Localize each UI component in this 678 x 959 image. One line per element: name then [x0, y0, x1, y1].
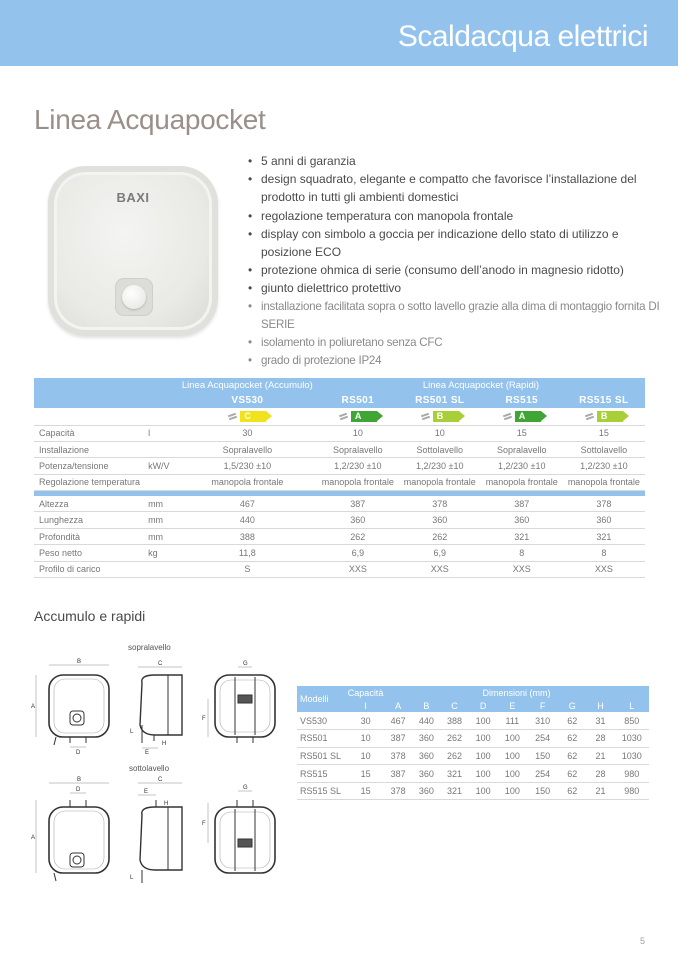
- dims-cell: 360: [412, 747, 440, 765]
- spec-row-label: Lunghezza: [34, 512, 144, 528]
- dims-subheader: B: [412, 699, 440, 712]
- spec-cell: 1,2/230 ±10: [563, 458, 645, 474]
- spec-row-unit: l: [144, 425, 178, 441]
- dims-cell: 850: [615, 712, 649, 730]
- dimensions-table: [297, 686, 649, 800]
- dims-cell: 111: [498, 712, 527, 730]
- spec-cell: 388: [178, 528, 317, 544]
- dims-cell: 100: [498, 765, 527, 783]
- dim-label-g-sotto: G: [243, 785, 248, 791]
- header-bar: [0, 0, 678, 66]
- dims-cell: 1030: [615, 747, 649, 765]
- dims-cell: 360: [412, 765, 440, 783]
- energy-badge: A: [351, 411, 377, 422]
- spec-cell: 6,9: [399, 545, 481, 561]
- dims-cell: 440: [412, 712, 440, 730]
- spec-cell: 321: [563, 528, 645, 544]
- plug-icon: [421, 413, 430, 420]
- spec-cell: manopola frontale: [563, 474, 645, 490]
- header-title: Scaldacqua elettrici: [397, 20, 648, 53]
- spec-row-label: Regolazione temperatura: [34, 474, 144, 490]
- feature-list: [248, 152, 668, 370]
- dims-cell: 100: [469, 730, 498, 748]
- dims-cell: 100: [469, 782, 498, 800]
- model-header: RS515: [481, 393, 563, 408]
- plug-icon: [339, 413, 348, 420]
- dims-cell: 100: [469, 765, 498, 783]
- header-capacity: Capacità: [347, 687, 384, 698]
- dim-label-c-sotto: C: [158, 777, 163, 783]
- spec-cell: 6,9: [317, 545, 399, 561]
- dim-label-h: H: [162, 741, 167, 747]
- side-view-sopra: [138, 667, 182, 748]
- spec-row: [34, 528, 645, 544]
- spec-cell: 360: [399, 512, 481, 528]
- spec-cell: Sottolavello: [399, 441, 481, 457]
- dims-cell: 254: [527, 730, 558, 748]
- feature-item: • design squadrato, elegante e compatto che favorisce l’installazione del prodotto in tutti gli ambienti domestici: [248, 170, 668, 206]
- spec-row-unit: kg: [144, 545, 178, 561]
- plug-icon: [585, 413, 594, 420]
- dims-cell: 388: [440, 712, 468, 730]
- spec-row-unit: mm: [144, 512, 178, 528]
- dims-cell: 31: [586, 712, 614, 730]
- energy-class-cell: [399, 408, 481, 425]
- dims-row: [297, 712, 649, 730]
- dim-label-e-sotto: E: [144, 789, 149, 795]
- temperature-knob-icon: [122, 285, 146, 309]
- dims-row: [297, 782, 649, 800]
- energy-badge: A: [515, 411, 541, 422]
- model-header: RS501: [317, 393, 399, 408]
- energy-class-label: [503, 411, 541, 422]
- dims-cell: 262: [440, 747, 468, 765]
- spec-cell: manopola frontale: [317, 474, 399, 490]
- dims-cell: 100: [469, 712, 498, 730]
- spec-row-label: Peso netto: [34, 545, 144, 561]
- spec-row: [34, 545, 645, 561]
- spec-cell: manopola frontale: [481, 474, 563, 490]
- dims-cell: 150: [527, 747, 558, 765]
- spec-row-unit: [144, 474, 178, 490]
- brand-logo: BAXI: [116, 190, 150, 205]
- sopralavello-diagram: [30, 655, 290, 755]
- energy-class-label: [339, 411, 377, 422]
- energy-badge: B: [433, 411, 459, 422]
- spec-cell: manopola frontale: [399, 474, 481, 490]
- dims-subheader: F: [527, 699, 558, 712]
- spec-cell: 1,5/230 ±10: [178, 458, 317, 474]
- dims-cell: 62: [558, 782, 586, 800]
- dims-cell: 387: [384, 730, 412, 748]
- front-view-sotto: [36, 783, 109, 881]
- spec-row-unit: kW/V: [144, 458, 178, 474]
- feature-item: • installazione facilitata sopra o sotto lavello grazie alla dima di montaggio fornita DI SERIE: [248, 298, 668, 334]
- dims-cell: 30: [347, 712, 384, 730]
- spec-row-unit: [144, 561, 178, 577]
- spec-row-unit: [144, 441, 178, 457]
- plug-icon: [503, 413, 512, 420]
- dims-row: [297, 730, 649, 748]
- energy-class-label: [585, 411, 623, 422]
- spec-row: [34, 561, 645, 577]
- energy-class-cell: [317, 408, 399, 425]
- spec-cell: 15: [563, 425, 645, 441]
- group-header-accumulo: Linea Acquapocket (Accumulo): [178, 378, 317, 393]
- dim-label-e: E: [145, 750, 150, 755]
- dim-label-f-sotto: F: [202, 821, 206, 827]
- spec-cell: 1,2/230 ±10: [317, 458, 399, 474]
- dims-cell: 10: [347, 730, 384, 748]
- spec-cell: 8: [563, 545, 645, 561]
- spec-cell: S: [178, 561, 317, 577]
- spec-cell: 262: [399, 528, 481, 544]
- dims-subheader: C: [440, 699, 468, 712]
- dims-cell: 1030: [615, 730, 649, 748]
- knob-panel: [115, 278, 153, 316]
- spec-cell: XXS: [317, 561, 399, 577]
- dims-cell: 387: [384, 765, 412, 783]
- spec-row-unit: mm: [144, 528, 178, 544]
- sottolavello-label: sottolavello: [129, 764, 170, 773]
- spec-row-label: Capacità: [34, 425, 144, 441]
- dims-cell: 15: [347, 765, 384, 783]
- dims-model: RS515: [297, 765, 347, 783]
- spec-cell: 378: [399, 496, 481, 512]
- dims-cell: 100: [498, 747, 527, 765]
- dims-subheader: A: [384, 699, 412, 712]
- dim-label-a: A: [31, 704, 36, 710]
- spec-cell: 1,2/230 ±10: [399, 458, 481, 474]
- dims-cell: 254: [527, 765, 558, 783]
- dim-label-c: C: [158, 661, 163, 667]
- spec-cell: Sopralavello: [317, 441, 399, 457]
- feature-item: • 5 anni di garanzia: [248, 152, 668, 170]
- feature-item: • regolazione temperatura con manopola frontale: [248, 207, 668, 225]
- rear-view-sotto: [208, 791, 275, 873]
- dims-cell: 360: [412, 730, 440, 748]
- dims-row: [297, 765, 649, 783]
- dims-cell: 467: [384, 712, 412, 730]
- energy-class-cell: [563, 408, 645, 425]
- spec-row-label: Profondità: [34, 528, 144, 544]
- spec-cell: 321: [481, 528, 563, 544]
- dims-cell: 21: [586, 747, 614, 765]
- dim-label-d-sotto: D: [76, 787, 81, 793]
- spec-cell: 262: [317, 528, 399, 544]
- spec-cell: 30: [178, 425, 317, 441]
- dims-subheader: G: [558, 699, 586, 712]
- spec-cell: 15: [481, 425, 563, 441]
- spec-cell: 387: [481, 496, 563, 512]
- spec-row: [34, 512, 645, 528]
- dims-cell: 15: [347, 782, 384, 800]
- feature-item: • isolamento in poliuretano senza CFC: [248, 334, 668, 352]
- spec-row-label: Installazione: [34, 441, 144, 457]
- accumulo-title: Accumulo e rapidi: [34, 608, 146, 624]
- spec-cell: 10: [317, 425, 399, 441]
- dims-cell: 321: [440, 782, 468, 800]
- model-header: RS515 SL: [563, 393, 645, 408]
- spec-cell: XXS: [399, 561, 481, 577]
- energy-class-cell: [481, 408, 563, 425]
- spec-table: [34, 378, 645, 578]
- spec-cell: 360: [481, 512, 563, 528]
- spec-cell: Sottolavello: [563, 441, 645, 457]
- feature-item: • grado di protezione IP24: [248, 352, 668, 370]
- dims-cell: 21: [586, 782, 614, 800]
- dims-cell: 100: [498, 730, 527, 748]
- dim-label-b-sotto: B: [77, 777, 82, 783]
- dims-cell: 150: [527, 782, 558, 800]
- spec-cell: Sopralavello: [178, 441, 317, 457]
- dims-cell: 28: [586, 765, 614, 783]
- model-header: RS501 SL: [399, 393, 481, 408]
- dims-cell: 62: [558, 712, 586, 730]
- spec-cell: Sopralavello: [481, 441, 563, 457]
- spec-cell: 8: [481, 545, 563, 561]
- spec-row-label: Profilo di carico: [34, 561, 144, 577]
- plug-icon: [228, 413, 237, 420]
- sottolavello-diagram: [30, 775, 290, 890]
- dims-model: RS515 SL: [297, 782, 347, 800]
- dim-label-a-sotto: A: [31, 835, 36, 841]
- dims-cell: 100: [469, 747, 498, 765]
- dims-cell: 980: [615, 765, 649, 783]
- dims-model: VS530: [297, 712, 347, 730]
- spec-row: [34, 425, 645, 441]
- dims-row: [297, 747, 649, 765]
- dims-subheader: E: [498, 699, 527, 712]
- feature-item: • giunto dielettrico protettivo: [248, 279, 668, 297]
- energy-class-cell: [178, 408, 317, 425]
- side-view-sotto: [138, 783, 182, 883]
- header-dimensions: Dimensioni (mm): [384, 686, 649, 699]
- dims-cell: 100: [498, 782, 527, 800]
- spec-row: [34, 458, 645, 474]
- dims-cell: 62: [558, 747, 586, 765]
- dims-cell: 321: [440, 765, 468, 783]
- product-image: [48, 166, 218, 336]
- dim-label-d: D: [76, 750, 81, 755]
- feature-item: • protezione ohmica di serie (consumo dell’anodo in magnesio ridotto): [248, 261, 668, 279]
- sopralavello-label: sopralavello: [128, 643, 171, 652]
- dims-cell: 262: [440, 730, 468, 748]
- dims-cell: 62: [558, 765, 586, 783]
- spec-cell: 10: [399, 425, 481, 441]
- energy-class-label: [421, 411, 459, 422]
- spec-cell: 440: [178, 512, 317, 528]
- dims-cell: 378: [384, 782, 412, 800]
- spec-cell: XXS: [481, 561, 563, 577]
- spec-row-label: Altezza: [34, 496, 144, 512]
- spec-row: [34, 496, 645, 512]
- spec-cell: 1,2/230 ±10: [481, 458, 563, 474]
- dims-model: RS501: [297, 730, 347, 748]
- dims-cell: 360: [412, 782, 440, 800]
- dims-subheader: l: [347, 699, 384, 712]
- dims-cell: 980: [615, 782, 649, 800]
- spec-cell: 11,8: [178, 545, 317, 561]
- feature-item: • display con simbolo a goccia per indicazione dello stato di utilizzo e posizione ECO: [248, 225, 668, 261]
- spec-row: [34, 441, 645, 457]
- dim-label-f: F: [202, 716, 206, 722]
- spec-cell: XXS: [563, 561, 645, 577]
- model-header: VS530: [178, 393, 317, 408]
- energy-class-label: [228, 411, 266, 422]
- front-view-sopra: [36, 665, 109, 747]
- spec-cell: 360: [563, 512, 645, 528]
- section-title: Linea Acquapocket: [34, 104, 266, 135]
- page-number: 5: [639, 936, 645, 946]
- spec-cell: 378: [563, 496, 645, 512]
- dims-model: RS501 SL: [297, 747, 347, 765]
- rear-view-sopra: [208, 667, 275, 743]
- spec-cell: 467: [178, 496, 317, 512]
- spec-cell: manopola frontale: [178, 474, 317, 490]
- dims-cell: 10: [347, 747, 384, 765]
- dim-label-g: G: [243, 661, 248, 667]
- dim-label-h-sotto: H: [164, 801, 169, 807]
- spec-row-unit: mm: [144, 496, 178, 512]
- energy-badge: C: [240, 411, 266, 422]
- dims-subheader: D: [469, 699, 498, 712]
- spec-cell: 360: [317, 512, 399, 528]
- dims-cell: 28: [586, 730, 614, 748]
- dim-label-l-sotto: L: [130, 875, 134, 881]
- group-header-rapidi: Linea Acquapocket (Rapidi): [317, 378, 645, 393]
- dims-cell: 62: [558, 730, 586, 748]
- dim-label-l: L: [130, 729, 134, 735]
- dims-subheader: L: [615, 699, 649, 712]
- dims-subheader: H: [586, 699, 614, 712]
- dims-cell: 310: [527, 712, 558, 730]
- spec-row: [34, 474, 645, 490]
- dim-label-b: B: [77, 659, 82, 665]
- spec-cell: 387: [317, 496, 399, 512]
- dims-cell: 378: [384, 747, 412, 765]
- energy-badge: B: [597, 411, 623, 422]
- spec-row-label: Potenza/tensione: [34, 458, 144, 474]
- header-models: Modelli: [297, 686, 347, 712]
